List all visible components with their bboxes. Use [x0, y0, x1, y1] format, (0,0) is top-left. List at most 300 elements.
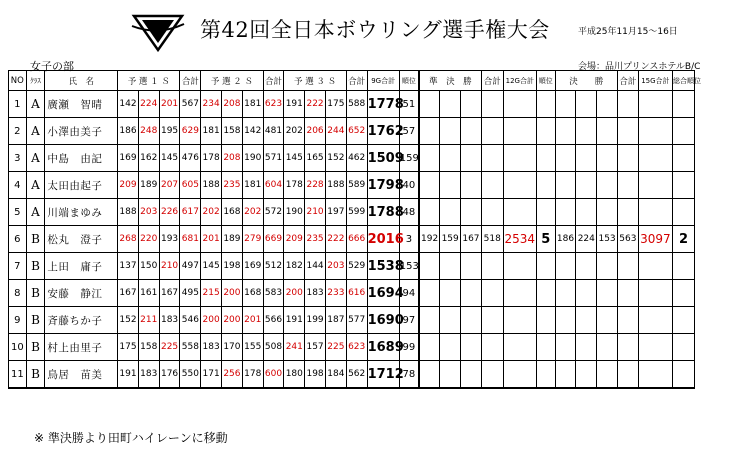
- total-9g: 1694: [367, 280, 399, 307]
- table-row: [9, 145, 695, 172]
- qual1-total: 497: [180, 253, 201, 280]
- final-total: [617, 91, 638, 118]
- final-game: [555, 91, 576, 118]
- player-name: 松丸 澄子: [45, 226, 118, 253]
- qual3-game: 202: [284, 118, 305, 145]
- semifinal-total: [481, 172, 503, 199]
- header-rank-2: 順位: [536, 71, 555, 91]
- rank-after-semifinal: [536, 172, 555, 199]
- player-name: 鳥居 苗美: [45, 361, 118, 389]
- header-class: ｸﾗｽ: [26, 71, 45, 91]
- total-9g: 1778: [367, 91, 399, 118]
- qual2-total: 571: [263, 145, 284, 172]
- semifinal-game: [461, 253, 482, 280]
- qual1-total: 681: [180, 226, 201, 253]
- header-qualifier-1: 予 選 １ Ｓ: [118, 71, 180, 91]
- total-9g: 1762: [367, 118, 399, 145]
- semifinal-game: 192: [419, 226, 440, 253]
- rank-after-semifinal: [536, 334, 555, 361]
- player-name: 安藤 静江: [45, 280, 118, 307]
- row-class: B: [26, 361, 45, 389]
- qual3-game: 203: [325, 253, 346, 280]
- qual2-game: 279: [242, 226, 263, 253]
- qual1-total: 605: [180, 172, 201, 199]
- qual2-game: 169: [242, 253, 263, 280]
- qual1-game: 183: [159, 307, 180, 334]
- qual3-game: 233: [325, 280, 346, 307]
- qual2-game: 215: [201, 280, 222, 307]
- total-12g: [503, 334, 536, 361]
- rank-after-qualifier: 159: [399, 145, 419, 172]
- total-15g: [638, 91, 672, 118]
- qual2-total: 669: [263, 226, 284, 253]
- overall-rank: [673, 280, 695, 307]
- header-final: 決 勝: [555, 71, 617, 91]
- qual3-game: 197: [325, 199, 346, 226]
- qual2-total: 572: [263, 199, 284, 226]
- semifinal-game: [440, 307, 461, 334]
- semifinal-game: [419, 280, 440, 307]
- final-game: [597, 307, 618, 334]
- qual1-game: 210: [159, 253, 180, 280]
- header-semifinal: 準 決 勝: [419, 71, 481, 91]
- qual2-game: 188: [201, 172, 222, 199]
- header-name: 氏 名: [45, 71, 118, 91]
- qual3-game: 199: [305, 307, 326, 334]
- qual3-game: 175: [325, 91, 346, 118]
- qual1-game: 188: [118, 199, 139, 226]
- player-name: 中島 由記: [45, 145, 118, 172]
- table-row: [9, 280, 695, 307]
- qual3-game: 190: [284, 199, 305, 226]
- qual1-game: 158: [138, 334, 159, 361]
- final-game: [597, 145, 618, 172]
- final-game: [597, 253, 618, 280]
- qual1-game: 211: [138, 307, 159, 334]
- final-total: [617, 334, 638, 361]
- rank-after-qualifier: 153: [399, 253, 419, 280]
- semifinal-total: [481, 253, 503, 280]
- qual1-game: 209: [118, 172, 139, 199]
- player-name: 川端まゆみ: [45, 199, 118, 226]
- semifinal-game: [461, 199, 482, 226]
- qual1-total: 567: [180, 91, 201, 118]
- final-game: [555, 118, 576, 145]
- semifinal-game: [419, 145, 440, 172]
- player-name: 太田由起子: [45, 172, 118, 199]
- qual3-total: 652: [346, 118, 367, 145]
- semifinal-game: [440, 145, 461, 172]
- qual3-game: 188: [325, 172, 346, 199]
- table-row: [9, 253, 695, 280]
- qual3-game: 165: [305, 145, 326, 172]
- total-12g: [503, 145, 536, 172]
- overall-rank: [673, 307, 695, 334]
- qual3-total: 599: [346, 199, 367, 226]
- qual1-game: 161: [138, 280, 159, 307]
- total-15g: [638, 334, 672, 361]
- qual3-game: 191: [284, 307, 305, 334]
- qual3-game: 222: [325, 226, 346, 253]
- overall-rank: [673, 145, 695, 172]
- total-15g: [638, 280, 672, 307]
- final-game: [597, 334, 618, 361]
- qual1-game: 193: [159, 226, 180, 253]
- rank-after-semifinal: 5: [536, 226, 555, 253]
- final-game: 153: [597, 226, 618, 253]
- qual3-game: 144: [305, 253, 326, 280]
- semifinal-game: [461, 361, 482, 389]
- final-game: [576, 199, 597, 226]
- total-12g: [503, 172, 536, 199]
- qual2-game: 201: [201, 226, 222, 253]
- semifinal-game: [419, 253, 440, 280]
- header-qualifier-1-total: 合計: [180, 71, 201, 91]
- total-12g: [503, 253, 536, 280]
- qual3-game: 210: [305, 199, 326, 226]
- venue-label: 会場：品川プリンスホテルB/C: [578, 62, 701, 72]
- qual3-game: 152: [325, 145, 346, 172]
- total-9g: 1689: [367, 334, 399, 361]
- semifinal-game: [440, 334, 461, 361]
- row-class: B: [26, 226, 45, 253]
- semifinal-game: [419, 334, 440, 361]
- qual2-game: 190: [242, 145, 263, 172]
- total-9g: 1798: [367, 172, 399, 199]
- semifinal-game: [440, 118, 461, 145]
- qual2-game: 178: [242, 361, 263, 389]
- header-qualifier-3-total: 合計: [346, 71, 367, 91]
- qual2-game: 202: [201, 199, 222, 226]
- total-15g: [638, 253, 672, 280]
- semifinal-game: [419, 199, 440, 226]
- qual2-game: 168: [222, 199, 243, 226]
- qual2-game: 178: [201, 145, 222, 172]
- semifinal-game: [440, 280, 461, 307]
- row-no: 2: [9, 118, 27, 145]
- row-class: B: [26, 307, 45, 334]
- table-row: [9, 91, 695, 118]
- qual3-total: 562: [346, 361, 367, 389]
- row-class: A: [26, 91, 45, 118]
- qual1-game: 225: [159, 334, 180, 361]
- semifinal-game: [440, 199, 461, 226]
- player-name: 村上由里子: [45, 334, 118, 361]
- division-label: 女子の部: [30, 60, 74, 73]
- header-12g-total: 12G合計: [503, 71, 536, 91]
- semifinal-game: [461, 118, 482, 145]
- final-game: [576, 172, 597, 199]
- final-game: [555, 145, 576, 172]
- table-row: [9, 334, 695, 361]
- rank-after-semifinal: [536, 307, 555, 334]
- header-no: NO: [9, 71, 27, 91]
- event-date: 平成25年11月15～16日: [578, 27, 678, 37]
- semifinal-total: [481, 91, 503, 118]
- final-game: [576, 253, 597, 280]
- qual2-game: 235: [222, 172, 243, 199]
- final-game: [576, 91, 597, 118]
- semifinal-game: [419, 361, 440, 389]
- final-game: [555, 280, 576, 307]
- rank-after-qualifier: 94: [399, 280, 419, 307]
- total-12g: [503, 307, 536, 334]
- qual2-total: 566: [263, 307, 284, 334]
- overall-rank: [673, 91, 695, 118]
- qual2-total: 512: [263, 253, 284, 280]
- header-qualifier-3: 予 選 ３ Ｓ: [284, 71, 346, 91]
- player-name: 廣瀬 智晴: [45, 91, 118, 118]
- qual1-total: 495: [180, 280, 201, 307]
- rank-after-semifinal: [536, 361, 555, 389]
- qual3-total: 589: [346, 172, 367, 199]
- qual2-game: 200: [201, 307, 222, 334]
- qual1-game: 186: [118, 118, 139, 145]
- footnote: ※ 準決勝より田町ハイレーンに移動: [34, 431, 228, 445]
- qual2-game: 189: [222, 226, 243, 253]
- qual2-game: 171: [201, 361, 222, 389]
- qual1-total: 558: [180, 334, 201, 361]
- qual2-game: 168: [242, 280, 263, 307]
- overall-rank: 2: [673, 226, 695, 253]
- total-15g: [638, 172, 672, 199]
- rank-after-qualifier: 51: [399, 91, 419, 118]
- qual2-game: 200: [222, 307, 243, 334]
- qual3-game: 191: [284, 91, 305, 118]
- overall-rank: [673, 199, 695, 226]
- qual2-game: 234: [201, 91, 222, 118]
- semifinal-game: [461, 172, 482, 199]
- total-9g: 1690: [367, 307, 399, 334]
- qual3-total: 616: [346, 280, 367, 307]
- final-game: 186: [555, 226, 576, 253]
- qual3-total: 588: [346, 91, 367, 118]
- qual2-total: 623: [263, 91, 284, 118]
- rank-after-qualifier: 97: [399, 307, 419, 334]
- qual3-game: 244: [325, 118, 346, 145]
- total-9g: 1538: [367, 253, 399, 280]
- row-no: 8: [9, 280, 27, 307]
- qual1-total: 476: [180, 145, 201, 172]
- final-game: [576, 361, 597, 389]
- semifinal-game: [419, 91, 440, 118]
- rank-after-semifinal: [536, 280, 555, 307]
- rank-after-semifinal: [536, 253, 555, 280]
- qual3-game: 187: [325, 307, 346, 334]
- header-row: [9, 71, 695, 91]
- qual2-game: 170: [222, 334, 243, 361]
- final-total: [617, 253, 638, 280]
- total-15g: [638, 118, 672, 145]
- total-12g: [503, 91, 536, 118]
- qual1-game: 169: [118, 145, 139, 172]
- header-qualifier-2-total: 合計: [263, 71, 284, 91]
- qual3-total: 666: [346, 226, 367, 253]
- qual2-total: 604: [263, 172, 284, 199]
- overall-rank: [673, 361, 695, 389]
- rank-after-semifinal: [536, 199, 555, 226]
- semifinal-game: [461, 334, 482, 361]
- semifinal-game: 167: [461, 226, 482, 253]
- player-name: 上田 庸子: [45, 253, 118, 280]
- qual2-game: 201: [242, 307, 263, 334]
- final-game: [597, 199, 618, 226]
- qual2-total: 600: [263, 361, 284, 389]
- qual1-game: 248: [138, 118, 159, 145]
- qual3-game: 235: [305, 226, 326, 253]
- semifinal-total: [481, 280, 503, 307]
- qual3-game: 178: [284, 172, 305, 199]
- semifinal-total: [481, 199, 503, 226]
- qual2-game: 158: [222, 118, 243, 145]
- qual2-game: 142: [242, 118, 263, 145]
- qual3-game: 209: [284, 226, 305, 253]
- qual3-game: 225: [325, 334, 346, 361]
- qual3-game: 206: [305, 118, 326, 145]
- qual3-total: 529: [346, 253, 367, 280]
- row-no: 9: [9, 307, 27, 334]
- qual1-total: 546: [180, 307, 201, 334]
- final-total: [617, 307, 638, 334]
- header-qualifier-2: 予 選 ２ Ｓ: [201, 71, 263, 91]
- qual2-game: 181: [242, 91, 263, 118]
- semifinal-game: [440, 361, 461, 389]
- final-total: [617, 280, 638, 307]
- table-row: [9, 118, 695, 145]
- row-class: B: [26, 334, 45, 361]
- total-15g: [638, 307, 672, 334]
- final-game: [555, 172, 576, 199]
- row-class: B: [26, 253, 45, 280]
- final-game: [576, 118, 597, 145]
- rank-after-qualifier: 57: [399, 118, 419, 145]
- overall-rank: [673, 334, 695, 361]
- header-rank-1: 順位: [399, 71, 419, 91]
- qual1-game: 145: [159, 145, 180, 172]
- qual3-game: 198: [305, 361, 326, 389]
- semifinal-game: [461, 307, 482, 334]
- total-15g: 3097: [638, 226, 672, 253]
- results-table: [8, 70, 702, 389]
- qual2-game: 200: [222, 280, 243, 307]
- qual1-game: 203: [138, 199, 159, 226]
- table-row: [9, 226, 695, 253]
- rank-after-semifinal: [536, 118, 555, 145]
- qual1-game: 207: [159, 172, 180, 199]
- total-12g: 2534: [503, 226, 536, 253]
- rank-after-qualifier: 48: [399, 199, 419, 226]
- nbf-logo: [130, 10, 186, 54]
- total-15g: [638, 361, 672, 389]
- table-row: [9, 199, 695, 226]
- qual1-game: 191: [118, 361, 139, 389]
- qual1-game: 268: [118, 226, 139, 253]
- row-no: 6: [9, 226, 27, 253]
- final-game: [597, 361, 618, 389]
- row-no: 3: [9, 145, 27, 172]
- final-total: [617, 199, 638, 226]
- qual1-game: 137: [118, 253, 139, 280]
- semifinal-game: [461, 145, 482, 172]
- semifinal-game: 159: [440, 226, 461, 253]
- overall-rank: [673, 118, 695, 145]
- qual1-game: 183: [138, 361, 159, 389]
- row-no: 4: [9, 172, 27, 199]
- rank-after-qualifier: 40: [399, 172, 419, 199]
- qual1-game: 142: [118, 91, 139, 118]
- qual1-game: 162: [138, 145, 159, 172]
- final-total: [617, 172, 638, 199]
- row-class: A: [26, 118, 45, 145]
- qual1-game: 201: [159, 91, 180, 118]
- page-title: 第42回全日本ボウリング選手権大会: [200, 18, 550, 42]
- final-total: [617, 145, 638, 172]
- final-game: 224: [576, 226, 597, 253]
- header-semifinal-total: 合計: [481, 71, 503, 91]
- qual1-total: 617: [180, 199, 201, 226]
- semifinal-game: [440, 253, 461, 280]
- player-name: 斉藤ちか子: [45, 307, 118, 334]
- final-game: [576, 145, 597, 172]
- semifinal-game: [461, 280, 482, 307]
- rank-after-qualifier: 99: [399, 334, 419, 361]
- qual1-game: 226: [159, 199, 180, 226]
- semifinal-total: [481, 334, 503, 361]
- final-game: [576, 280, 597, 307]
- qual1-game: 167: [118, 280, 139, 307]
- qual2-game: 256: [222, 361, 243, 389]
- final-total: [617, 118, 638, 145]
- table-row: [9, 172, 695, 199]
- qual2-game: 208: [222, 91, 243, 118]
- header-9g-total: 9G合計: [367, 71, 399, 91]
- qual2-total: 481: [263, 118, 284, 145]
- total-9g: 1509: [367, 145, 399, 172]
- header-overall-rank: 総合順位: [673, 71, 695, 91]
- qual3-game: 157: [305, 334, 326, 361]
- final-game: [555, 361, 576, 389]
- qual2-game: 183: [201, 334, 222, 361]
- qual2-total: 583: [263, 280, 284, 307]
- qual1-game: 152: [118, 307, 139, 334]
- semifinal-game: [419, 118, 440, 145]
- table-row: [9, 307, 695, 334]
- qual3-game: 183: [305, 280, 326, 307]
- rank-after-qualifier: 3: [399, 226, 419, 253]
- semifinal-total: [481, 307, 503, 334]
- qual1-game: 224: [138, 91, 159, 118]
- semifinal-total: [481, 361, 503, 389]
- final-game: [555, 253, 576, 280]
- row-no: 10: [9, 334, 27, 361]
- total-12g: [503, 361, 536, 389]
- final-game: [555, 307, 576, 334]
- row-class: A: [26, 172, 45, 199]
- final-game: [576, 334, 597, 361]
- total-15g: [638, 199, 672, 226]
- semifinal-total: [481, 145, 503, 172]
- total-15g: [638, 145, 672, 172]
- total-9g: 2016: [367, 226, 399, 253]
- rank-after-qualifier: 78: [399, 361, 419, 389]
- qual1-game: 175: [118, 334, 139, 361]
- overall-rank: [673, 253, 695, 280]
- total-9g: 1712: [367, 361, 399, 389]
- qual3-total: 462: [346, 145, 367, 172]
- final-game: [597, 118, 618, 145]
- table-row: [9, 361, 695, 389]
- row-no: 1: [9, 91, 27, 118]
